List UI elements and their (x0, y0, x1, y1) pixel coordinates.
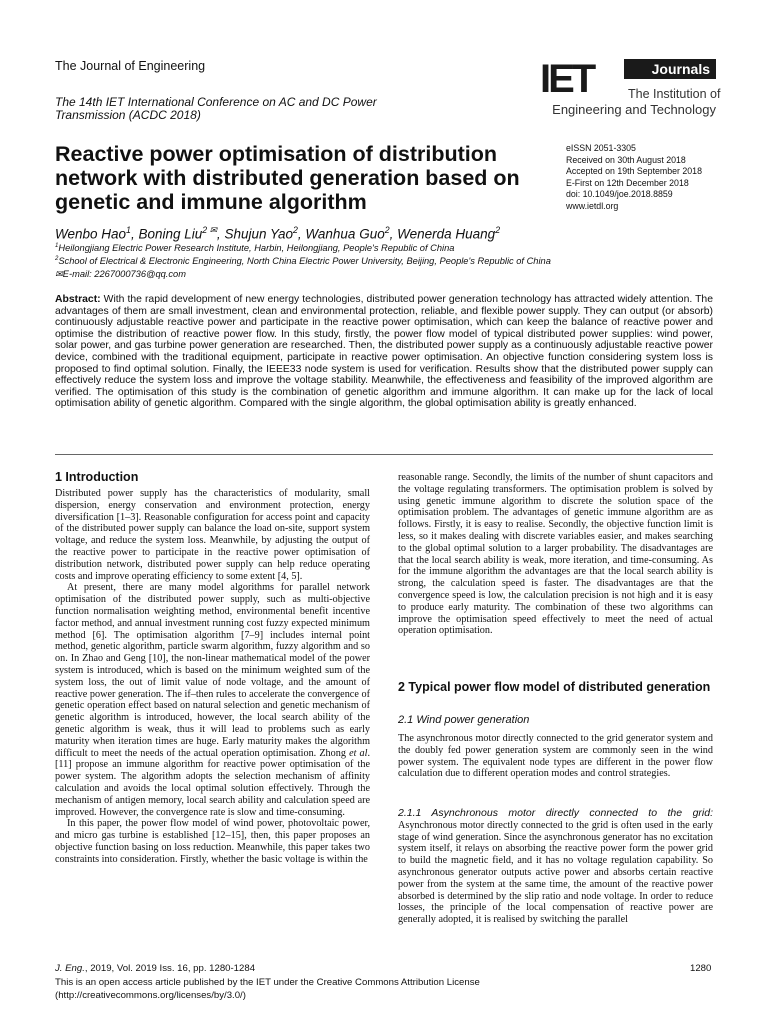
conference-name (55, 96, 455, 122)
paragraph (398, 808, 713, 926)
author-list: Wenbo Hao$^1$, Boning Liu$^{2 ✉}$, Shujun Yao$^2$, Wanhua Guo$^2$, Wenerda Huang$^2$ (55, 225, 501, 242)
author-affiliation-mark: 2 (495, 225, 501, 235)
wind-power-paragraph (398, 733, 713, 780)
affiliation-mark: 2 (55, 256, 59, 262)
eissn: eISSN 2051-3305 (566, 143, 636, 153)
journal-name: The Journal of Engineering (55, 59, 206, 73)
journals-label: Journals (624, 59, 716, 79)
affiliation-1 (55, 243, 454, 253)
citation-line (55, 963, 255, 974)
right-column-continuation (398, 472, 713, 637)
author-name: Wenbo Hao (55, 226, 127, 242)
author-affiliation-mark: 2 (293, 225, 298, 235)
author-affiliation-mark: 2 (384, 225, 390, 235)
affiliation-text: School of Electrical & Electronic Engineering, North China Electric Power University, Beijing, People's Republic of China (58, 256, 551, 267)
paragraph: The asynchronous motor directly connected to the grid generator system and the doubly fed power generation system are commonly seen in the wind power system. The equivalent node types are different in the power flow calculation due to different operation modes and control strategies. (398, 733, 713, 780)
corresponding-email (55, 269, 186, 280)
doi: doi: 10.1049/joe.2018.8859 (566, 189, 673, 199)
accepted-date: Accepted on 19th September 2018 (566, 166, 702, 176)
article-meta (566, 143, 726, 212)
iet-journals-logo (540, 57, 720, 129)
paragraph-text: At present, there are many model algorithms for parallel network optimisation of the distributed power supply, such as multi-objective function normalisation weighting method, environmental benefit incentive factor method, and annual investment running cost fuzzy expected minimum method [6]. The optimisation algorithm [7–9] includes internal point method, genetic algorithm, particle swarm algorithm, fuzzy algorithm and so on. In Zhao and Geng [10], the non-linear mathematical model of the power system is introduced, which is based on the minimum weighted sum of the system loss, the out of limit value of node voltage, and the amount of reactive power generation. The if–then rules to accelerate the convergence of genetic operation effect based on natural selection and genetic mechanism of genetic algorithm is introduced, however, the local search ability of the genetic algorithm is weak, thus it will lead to problems such as early maturity when iteration times are huge. Early maturity makes the algorithm difficult to meet the needs of the actual operation optimisation. Zhong (55, 582, 370, 759)
paragraph: reasonable range. Secondly, the limits of the number of shunt capacitors and the voltage regulating transformers. The optimisation problem is solved by using genetic immune algorithm to discrete the solution space of the optimisation problem. The advantages of genetic immune algorithm are as follows. Firstly, it is easy to realise. Secondly, the objective function limit is less, so it makes dealing with discrete variables easier, and makes searching to the global optimal solution to a larger probability. The disadvantages are that the local search ability is weak, more iteration, and time-consuming. As for the immune algorithm the advantages are that the local search ability is strong, the calculation speed is faster. The disadvantages are that the convergence speed is low, the calculation precision is not high and it is easy to produce early maturity. The combination of these two algorithms can improve the optimisation speed effectively to meet the need of actual operation optimisation. (398, 472, 713, 637)
abstract-label: Abstract: (55, 294, 101, 305)
license-line: This is an open access article published by the IET under the Creative Commons Attribution License (55, 977, 480, 988)
abstract-divider (55, 454, 713, 455)
affiliation-mark: 1 (55, 243, 59, 249)
abstract (55, 294, 713, 410)
page-number: 1280 (690, 963, 712, 974)
logo-institution-line: The Institution of (628, 87, 721, 101)
efirst-date: E-First on 12th December 2018 (566, 177, 689, 188)
asynchronous-motor-paragraph (398, 808, 713, 926)
paragraph: Distributed power supply has the characteristics of modularity, small dispersion, energy conservation and environment protection, energy diversification [1–3]. Reasonable configuration for access point and capacity of the distributed power supply can balance the load on-site, support system voltage, and reduce the system loss. Meanwhile, by adjusting the output of the reactive power to participate in the reactive power optimisation of distribution network, distributed power supply can help reduce operating costs and improve operating efficiency to some extent [4, 5]. (55, 488, 370, 582)
author-name: Wenerda Huang (397, 226, 496, 242)
paragraph-text: . [11] propose an immune algorithm for reactive power optimisation of the power system. The algorithm adopts the selection mechanism of affinity calculation and avoids the local optimal solution effectively. Through the mechanism of antigen memory, local search ability and calculation speed are improved. However, the convergence rate is slow and time-consuming. (55, 747, 370, 818)
subsection-heading-wind-power: 2.1 Wind power generation (398, 714, 530, 726)
journal-abbrev: J. Eng. (55, 963, 85, 974)
envelope-icon: ✉ (55, 269, 63, 279)
email-text[interactable]: E-mail: 2267000736@qq.com (62, 269, 186, 279)
received-date: Received on 30th August 2018 (566, 154, 686, 165)
conference-line-1: The 14th IET International Conference on AC and DC Power (55, 95, 377, 109)
author-name: Boning Liu (138, 226, 203, 242)
abstract-text: With the rapid development of new energy technologies, distributed power generation technology has attracted widely attention. The advantages of them are small investment, clean and environmental protection, reliable, and flexible power supply. They can output (or absorb) continuously adjustable reactive power and participate in the reactive power optimisation, which can keep the balance of reactive power and optimise the distribution of reactive power flow. In this study, firstly, the power flow model of typical distributed power supplies: wind power, solar power, and gas turbine power generation are researched. Then, the distributed power supply as a continuously adjustable reactive power device, combined with the traditional equipment, participate in reactive power optimisation. An objective function considering system loss is proposed to find optimal solution. Finally, the IEEE33 node system is used for verification. Results show that the distributed power supply can effectively reduce the system loss and improve the voltage stability. Meanwhile, the effectiveness and feasibility of the improved algorithm are verified. The optimisation of this study is the combination of genetic algorithm and immune algorithm. It can make up for the lack of local optimisation ability of genetic algorithm. Compared with the single algorithm, the global optimisation ability is greatly enhanced. (55, 294, 713, 410)
iet-logo-mark: IET (540, 57, 594, 101)
author-name: Shujun Yao (224, 226, 293, 242)
conference-line-2: Transmission (ACDC 2018) (55, 108, 201, 122)
citation-details: , 2019, Vol. 2019 Iss. 16, pp. 1280-1284 (84, 963, 256, 974)
section-heading-power-flow-model: 2 Typical power flow model of distributed generation (398, 680, 711, 694)
logo-engineering-line: Engineering and Technology (552, 102, 716, 117)
author-name: Wanhua Guo (305, 226, 385, 242)
paragraph (55, 582, 370, 818)
author-affiliation-mark: 2 ✉ (202, 225, 217, 235)
author-affiliation-mark: 1 (126, 225, 131, 235)
affiliation-text: Heilongjiang Electric Power Research Institute, Harbin, Heilongjiang, People's Republic of China (58, 243, 455, 254)
affiliation-2 (55, 256, 551, 266)
paragraph-text: Asynchronous motor directly connected to the grid is often used in the early stage of wind generation. Since the asynchronous generator has no excitation system itself, it relays on absorbing the reactive power form the power grid to build the magnetic field, and it has no voltage regulation capability. So asynchronous generator outputs active power and absorbs certain reactive power from the system at the same time, the amount of the reactive power absorbed is determined by the slip ratio and node voltage. In order to reduce losses, the principle of the local compensation of reactive power are generally adopted, it is realised by switching the parallel (398, 819, 713, 926)
publisher-url[interactable]: www.ietdl.org (566, 200, 619, 211)
paragraph: In this paper, the power flow model of wind power, photovoltaic power, and micro gas turbine is established [12–15], then, this paper proposes an objective function basing on loss reduction. Meanwhile, this paper takes two constraints into consideration. Firstly, whether the basic voltage is within the (55, 818, 370, 865)
et-al: et al (349, 747, 368, 759)
subsubsection-heading: 2.1.1 Asynchronous motor directly connected to the grid: (398, 807, 713, 819)
left-column (55, 488, 370, 866)
paper-title: Reactive power optimisation of distribution network with distributed generation based on genetic and immune algorithm (55, 142, 520, 214)
license-url[interactable]: (http://creativecommons.org/licenses/by/3.0/) (55, 990, 246, 1001)
section-heading-introduction: 1 Introduction (55, 470, 139, 484)
